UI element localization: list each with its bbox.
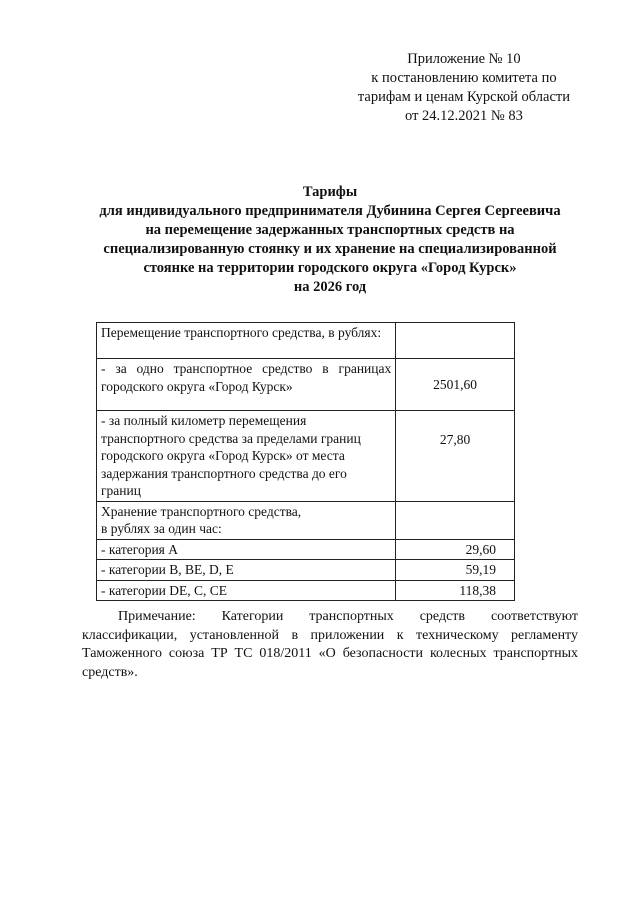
note-line: Таможенного союза ТР ТС 018/2011 «О безопасности колесных транспортных [82,646,578,661]
table-cell-label [97,323,396,359]
row-label-text: городского округа «Город Курск» от места [101,448,345,463]
table-cell-label: - категории DE, С, СЕ [97,580,396,601]
row-label-text: транспортного средства за пределами границ [101,430,361,446]
row-label-text: - за одно транспортное средство в границах [101,361,392,376]
table-cell-label [97,501,396,539]
appendix-decree: к постановлению комитета по [371,70,557,86]
note-line: классификации, установленной в приложении к техническому регламенту [82,627,578,643]
table-cell-label: - категория А [97,539,396,560]
table-cell-label: - категории В, ВЕ, D, Е [97,560,396,581]
title-line-5: на 2026 год [293,279,367,295]
table-cell-value: 59,19 [396,560,515,581]
note-paragraph [82,608,578,682]
table-cell-value: 2501,60 [396,359,515,411]
table-row [97,323,515,359]
appendix-date: от 24.12.2021 № 83 [405,108,523,124]
table-cell-label [97,359,396,411]
table-row [97,359,515,411]
table-row [97,560,515,581]
table-row [97,501,515,539]
table-cell-value: 118,38 [396,580,515,601]
table-row [97,539,515,560]
table-cell-label [97,411,396,502]
row-label-text: городского округа «Город Курск» [101,378,293,394]
document-title [70,183,590,297]
tariff-table [96,322,515,601]
table-cell-value [396,501,515,539]
title-line-3: специализированную стоянку и их хранение на специализированной [103,241,557,257]
note-line: средств». [82,664,138,680]
row-label-text: задержания транспортного средства до его [101,465,347,481]
row-label-text: в рублях за один час: [101,521,222,536]
table-cell-value: 29,60 [396,539,515,560]
table-row [97,411,515,502]
title-line-1: для индивидуального предпринимателя Дубинина Сергея Сергеевича [99,203,561,219]
note-line: Примечание: Категории транспортных средств соответствуют [118,609,578,624]
appendix-committee: тарифам и ценам Курской области [357,89,570,105]
row-label-text: границ [101,483,141,498]
appendix-reference [358,50,570,126]
title-line-4: стоянке на территории городского округа «Город Курск» [143,260,517,276]
appendix-number: Приложение № 10 [407,51,521,67]
title-heading: Тарифы [302,184,358,200]
table-row [97,580,515,601]
table-cell-value [396,323,515,359]
row-label-text: Перемещение транспортного средства, в рублях: [101,325,382,340]
table-cell-value: 27,80 [396,411,515,502]
row-label-text: Хранение транспортного средства, [101,503,302,519]
title-line-2: на перемещение задержанных транспортных средств на [145,222,515,238]
row-label-text: - за полный километр перемещения [101,413,307,428]
